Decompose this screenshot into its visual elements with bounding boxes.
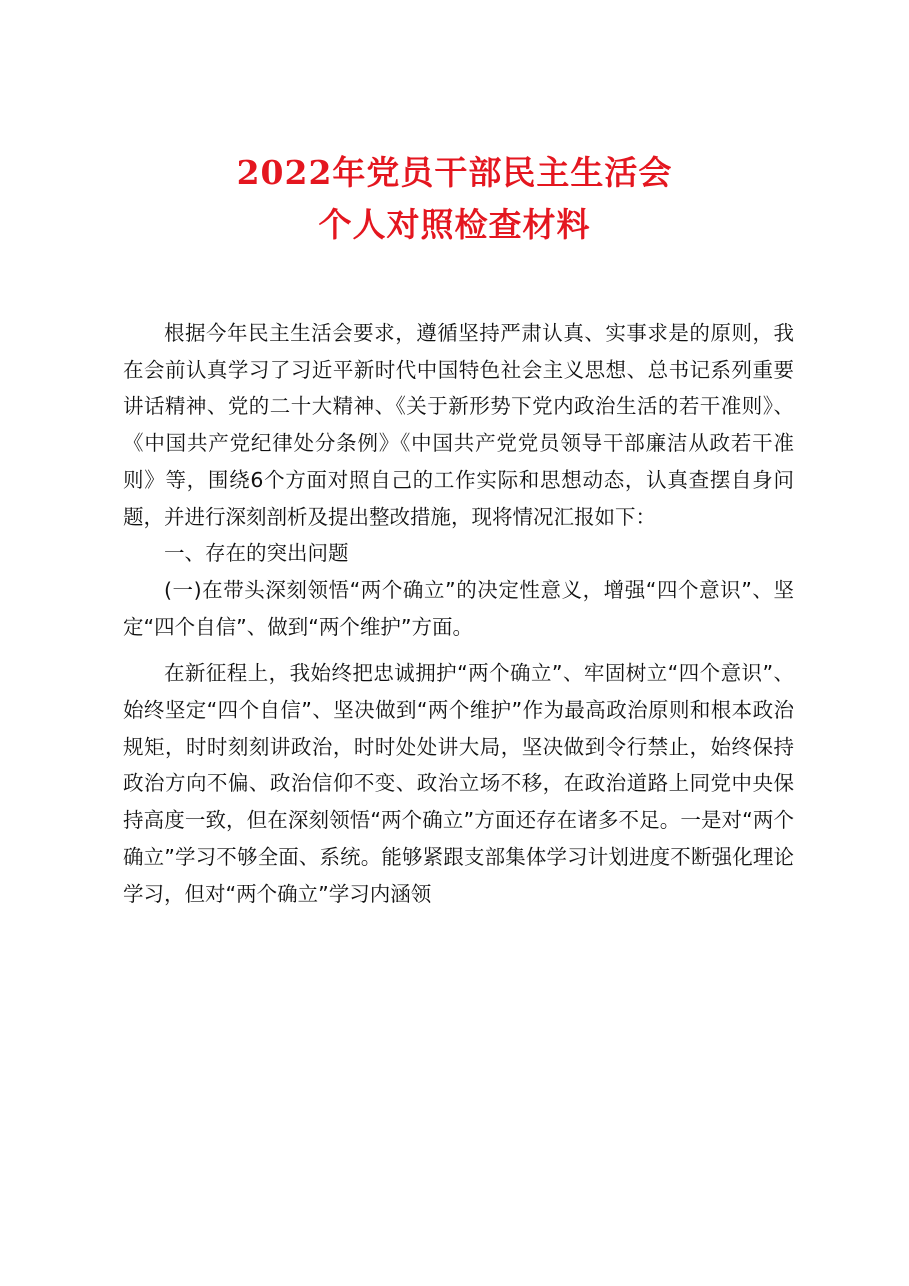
paragraph-gap <box>123 645 794 655</box>
subsection-heading: (一)在带头深刻领悟“两个确立”的决定性意义，增强“四个意识”、坚定“四个自信”、做到“两个维护”方面。 <box>123 577 794 639</box>
intro-paragraph: 根据今年民主生活会要求，遵循坚持严肃认真、实事求是的原则，我在会前认真学习了习近平新时代中国特色社会主义思想、总书记系列重要讲话精神、党的二十大精神、《关于新形势下党内政治生活的若干准则》、《中国共产党纪律处分条例》《中国共产党党员领导干部廉洁从政若干准则》等，围绕6个方面对照自己的工作实际和思想动态，认真查摆自身问题，并进行深刻剖析及提出整改措施，现将情况汇报如下： <box>123 321 794 529</box>
document-title-line1: 2022年党员干部民主生活会 <box>236 153 673 192</box>
document-body <box>123 315 794 912</box>
body-paragraph: 在新征程上，我始终把忠诚拥护“两个确立”、牢固树立“四个意识”、始终坚定“四个自信”、坚决做到“两个维护”作为最高政治原则和根本政治规矩，时时刻刻讲政治，时时处处讲大局，坚决做到令行禁止，始终保持政治方向不偏、政治信仰不变、政治立场不移，在政治道路上同党中央保持高度一致，但在深刻领悟“两个确立”方面还存在诸多不足。一是对“两个确立”学习不够全面、系统。能够紧跟支部集体学习计划进度不断强化理论学习，但对“两个确立”学习内涵领 <box>123 661 794 906</box>
section-heading: 一、存在的突出问题 <box>164 541 349 566</box>
document-title-line2: 个人对照检查材料 <box>318 205 591 244</box>
